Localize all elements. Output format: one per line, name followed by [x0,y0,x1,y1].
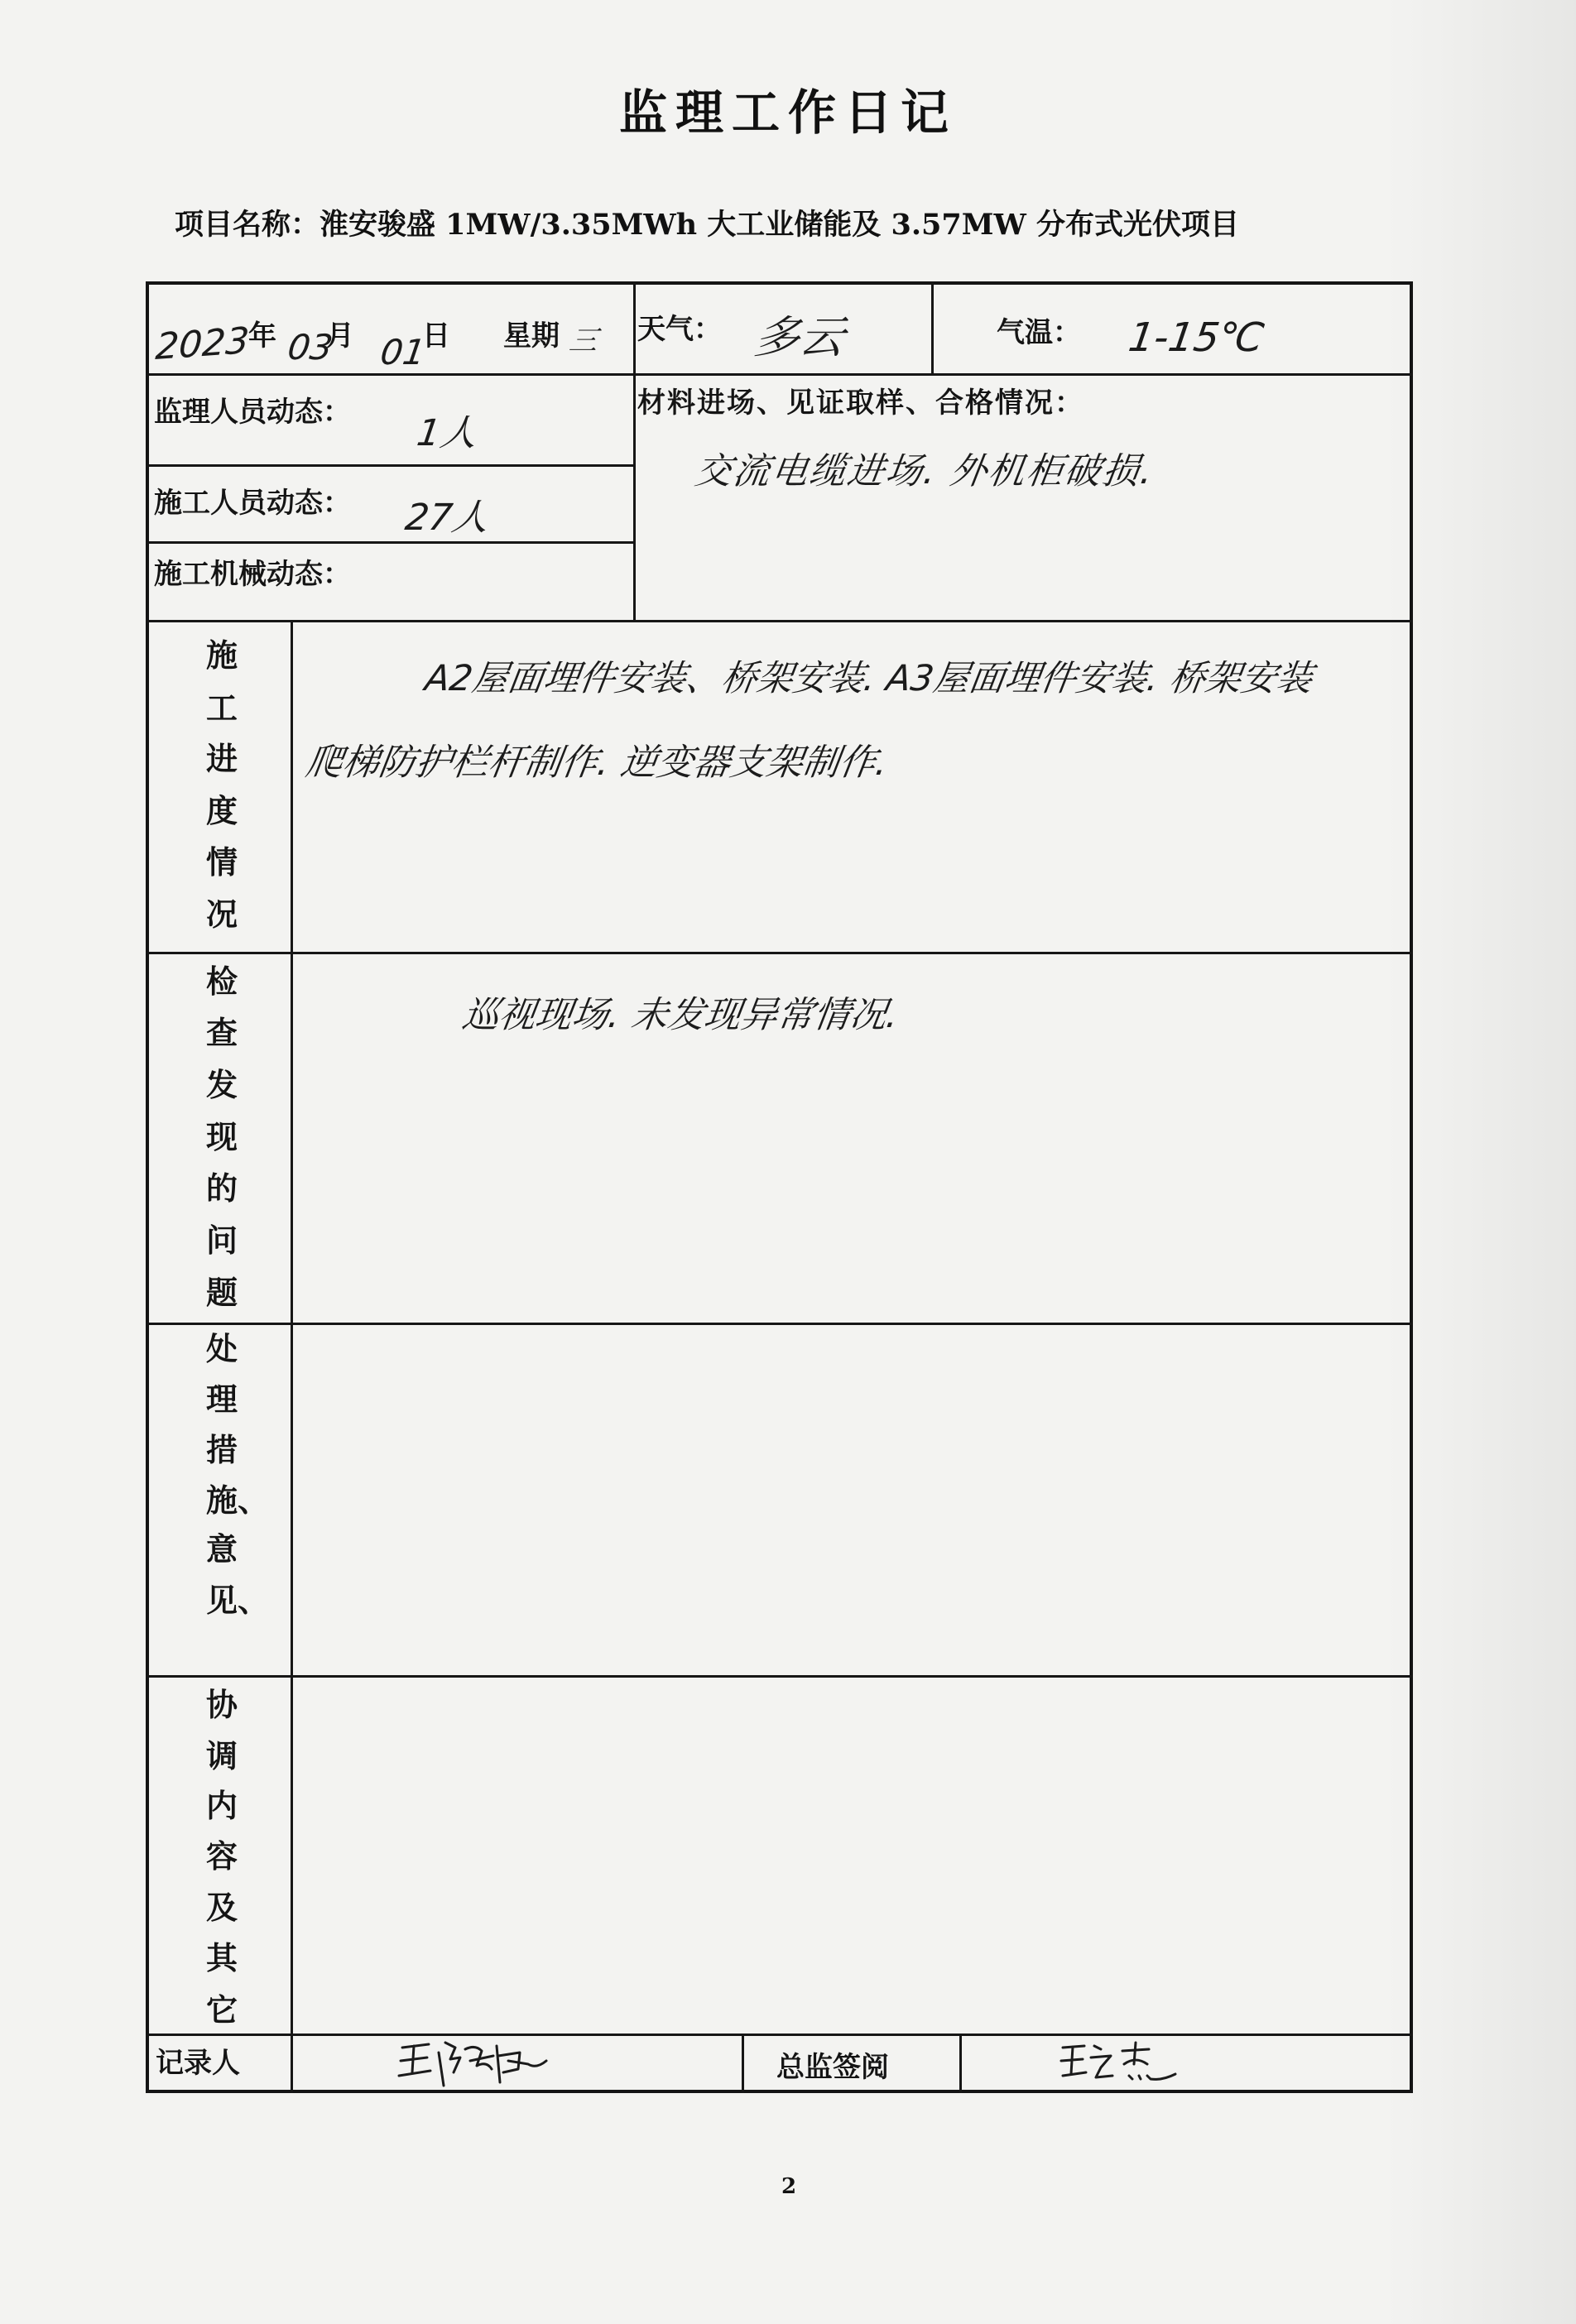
diary-table-frame [146,281,1413,2093]
temperature-label: 气温： [997,316,1081,349]
worker-staff-label: 施工人员动态： [154,487,351,520]
handling-label-char: 施、 [206,1481,270,1519]
handling-label-char: 意 [206,1530,238,1568]
coordination-label-char: 调 [206,1737,238,1774]
date-year-label: 年 [248,319,276,353]
row-divider-workers [146,541,633,544]
temperature-value: 1-15℃ [1126,315,1267,361]
weather-label: 天气： [637,313,722,346]
progress-text-line: 爬梯防护栏杆制作. 逆变器支架制作. [303,742,891,784]
handling-label-char: 理 [206,1380,238,1418]
date-day-value: 01 [377,332,428,372]
coordination-label-char: 协 [206,1686,238,1723]
progress-label-char: 度 [206,792,238,829]
coordination-label-char: 内 [206,1787,238,1824]
director-signature [1058,2039,1182,2091]
date-year-value: 2023 [154,319,251,369]
page-title: 监理工作日记 [618,84,957,141]
progress-label-char: 工 [206,689,238,727]
column-divider-labels [291,620,293,2093]
progress-label-char: 况 [206,896,238,933]
row-divider-date [146,373,1413,376]
weekday-label: 星期 [503,319,560,353]
date-month-value: 03 [285,327,335,367]
coordination-label-char: 它 [206,1991,238,2029]
progress-label-char: 施 [206,636,238,674]
progress-text-line: A2屋面埋件安装、桥架安装. A3屋面埋件安装. 桥架安装 [422,658,1315,699]
recorder-signature [396,2036,553,2092]
row-divider-coordination [146,2034,1413,2036]
column-divider-temperature [931,281,934,373]
project-name-line: 项目名称：淮安骏盛 1MW/3.35MWh 大工业储能及 3.57MW 分布式光伏项目 [175,208,1239,242]
inspection-text-line: 巡视现场. 未发现异常情况. [459,994,901,1036]
handling-label-char: 处 [206,1330,238,1367]
weather-value: 多云 [751,311,848,363]
materials-label: 材料进场、见证取样、合格情况： [637,387,1084,420]
progress-label-char: 进 [206,740,238,777]
date-month-label: 月 [326,319,354,353]
inspection-label-char: 的 [206,1169,238,1207]
inspection-label-char: 现 [206,1118,238,1155]
coordination-label-char: 容 [206,1837,238,1875]
column-divider-materials [633,281,636,620]
handling-label-char: 见、 [206,1582,270,1619]
row-divider-staff [146,620,1413,622]
progress-label-char: 情 [206,843,238,881]
inspection-label-char: 问 [206,1222,238,1259]
worker-staff-value: 27人 [402,497,492,539]
inspection-label-char: 查 [206,1014,238,1051]
machinery-label: 施工机械动态： [154,558,351,591]
handling-label-char: 措 [206,1431,238,1468]
coordination-label-char: 其 [206,1939,238,1976]
supervisor-staff-value: 1人 [414,412,480,454]
row-divider-inspection [146,1323,1413,1325]
supervisor-staff-label: 监理人员动态： [154,396,351,429]
recorder-label: 记录人 [156,2047,240,2080]
weekday-value: 三 [567,324,600,358]
row-divider-progress [146,952,1413,954]
row-divider-supervisor [146,464,633,467]
materials-value: 交流电缆进场. 外机柜破损. [692,450,1157,492]
row-divider-handling [146,1675,1413,1678]
column-divider-director-left [742,2034,744,2093]
inspection-label-char: 检 [206,963,238,1000]
director-review-label: 总监签阅 [776,2051,889,2084]
column-divider-director-right [959,2034,962,2093]
coordination-label-char: 及 [206,1889,238,1926]
page-number: 2 [781,2174,797,2199]
date-day-label: 日 [422,319,450,353]
inspection-label-char: 发 [206,1066,238,1103]
inspection-label-char: 题 [206,1274,238,1311]
